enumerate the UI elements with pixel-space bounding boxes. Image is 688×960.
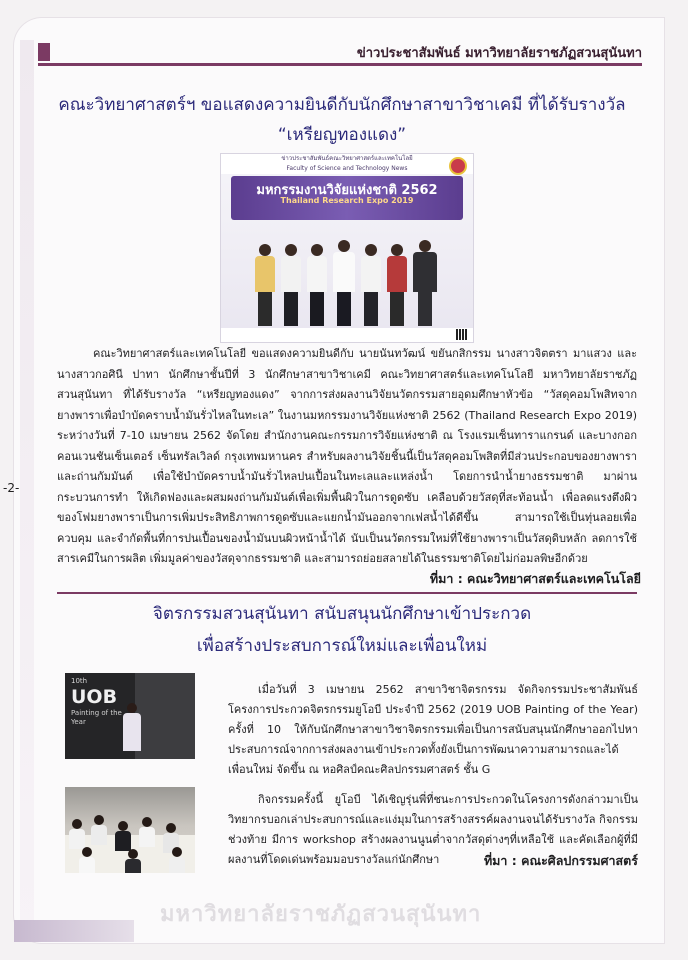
newsletter-header (38, 41, 642, 66)
photo-edition-label: 10th (71, 677, 88, 685)
painting-of-the-year-text: Painting of the Year (71, 709, 122, 726)
uob-logo-text: UOB (71, 686, 118, 708)
article1-title-line1: คณะวิทยาศาสตร์ฯ ขอแสดงความยินดีกับนักศึกษาสาขาวิชาเคมี ที่ได้รับรางวัล (58, 95, 626, 115)
person-figure (281, 244, 301, 326)
article2-title-line2: เพื่อสร้างประสบการณ์ใหม่และเพื่อนใหม่ (196, 636, 488, 656)
photo-footer (221, 328, 473, 342)
person-figure (333, 240, 355, 326)
student-figure (79, 847, 95, 873)
article2-body-2: กิจกรรมครั้งนี้ ยูโอบี ได้เชิญรุ่นพี่ที่ชนะการประกวดในโครงการดังกล่าวมาเป็นวิทยากรบอกเล่าประสบการณ์และแง่มุมในการสร้างสรรค์ผลงานจนได้รับรางวัล กิจกรรมช่วงท้าย มีการ workshop สร้างผลงานนูนต่ำจากวัสดุต่างๆที่เหลือใช้ และคัดเลือกผู้ที่มีผลงานที่โดดเด่นพร้อมมอบรางวัลแก่นักศึกษา (228, 793, 638, 866)
student-figure (115, 821, 131, 851)
student-figure (139, 817, 155, 847)
section-divider (57, 592, 637, 594)
photo-banner-thai: ข่าวประชาสัมพันธ์คณะวิทยาศาสตร์และเทคโนโลยี (281, 155, 413, 162)
expo-subtitle: Thailand Research Expo 2019 (280, 196, 414, 205)
person-figure (413, 240, 437, 326)
person-figure (255, 244, 275, 326)
footer-watermark: มหาวิทยาลัยราชภัฏสวนสุนันทา (160, 902, 482, 927)
student-figure (91, 815, 107, 845)
qr-code-icon (456, 329, 467, 340)
student-figure (169, 847, 185, 873)
person-figure (307, 244, 327, 326)
workshop-photo (65, 787, 195, 873)
student-figure (125, 849, 141, 873)
photo-banner (221, 154, 473, 174)
footer-stripe (14, 920, 134, 942)
article1-source: ที่มา : คณะวิทยาศาสตร์และเทคโนโลยี (429, 571, 641, 586)
person-figure (361, 244, 381, 326)
photo-banner-english: Faculty of Science and Technology News (286, 165, 408, 172)
header-accent-tab (38, 43, 50, 61)
projection-screen (135, 673, 195, 759)
article2-source: ที่มา : คณะศิลปกรรมศาสตร์ (483, 853, 638, 868)
article1-title (52, 90, 632, 150)
university-logo-icon (449, 157, 467, 175)
student-figure (69, 819, 85, 849)
newsletter-title: ข่าวประชาสัมพันธ์ มหาวิทยาลัยราชภัฏสวนสุนันทา (356, 46, 642, 61)
expo-backdrop (231, 176, 463, 220)
award-group-people (249, 226, 445, 326)
article2-title (52, 598, 632, 662)
award-photo (220, 153, 474, 343)
article2-body-1: เมื่อวันที่ 3 เมษายน 2562 สาขาวิชาจิตรกรรม จัดกิจกรรมประชาสัมพันธ์โครงการประกวดจิตรกรรมยูโอบี ประจำปี 2562 (2019 UOB Painting of the Year) ครั้งที่ 10 ให้กับนักศึกษาสาขาวิชาจิตรกรรมเพื่อเป็นการสนับสนุนนักศึกษาออกไปหาประสบการณ์จากการส่งผลงานเข้าประกวดทั้งยังเป็นการพัฒนาความสามารถและได้เพื่อนใหม่ จัดขึ้น ณ หอศิลป์คณะศิลปกรรมศาสตร์ ชั้น G (228, 683, 638, 776)
expo-title: มหกรรมงานวิจัยแห่งชาติ 2562 (256, 183, 438, 198)
article2-title-line1: จิตรกรรมสวนสุนันทา สนับสนุนนักศึกษาเข้าประกวด (152, 604, 532, 624)
article1-title-line2: “เหรียญทองแดง” (277, 125, 407, 145)
speaker-figure (123, 703, 141, 751)
page-number: -2- (3, 481, 20, 495)
article1-body: คณะวิทยาศาสตร์และเทคโนโลยี ขอแสดงความยินดีกับ นายนันทวัฒน์ ขยันกสิกรรม นางสาวจิตตรา มาแสวง และนางสาวกอศินี ปาทา นักศึกษาชั้นปีที่ 3 นักศึกษาสาขาวิชาเคมี คณะวิทยาศาสตร์และเทคโนโลยี มหาวิทยาลัยราชภัฏสวนสุนันทา ที่ได้รับรางวัล “เหรียญทองแดง” จากการส่งผลงานวิจัยนวัตกรรมสายอุดมศึกษาหัวข้อ “วัสดุคอมโพสิทจากยางพาราเพื่อบำบัดคราบน้ำมันรั่วไหลในทะเล” ในงานมหกรรมงานวิจัยแห่งชาติ 2562 (Thailand Research Expo 2019) ระหว่างวันที่ 7-10 เมษายน 2562 จัดโดย สำนักงานคณะกรรมการวิจัยแห่งชาติ ณ โรงแรมเซ็นทาราแกรนด์ และบางกอกคอนเวนชันเซ็นเตอร์ เซ็นทรัลเวิลด์ กรุงเทพมหานคร สำหรับผลงานวิจัยชิ้นนี้เป็นวัสดุคอมโพสิตที่มีส่วนประกอบของยางพาราและถ่านกัมมันต์ เพื่อใช้บำบัดคราบน้ำมันรั่วไหลปนเปื้อนในทะเลและแหล่งน้ำ โดยการนำน้ำยางธรรมชาติ มาผ่านกระบวนการทำ ให้เกิดฟองและผสมผงถ่านกัมมันต์เพื่อเพิ่มพื้นผิวในการดูดซับ เคลือบด้วยวัสดุที่สะท้อนน้ำ เพื่อลดแรงตึงผิวของโฟมยางพาราเป็นการเพิ่มประสิทธิภาพการดูดซับและแยกน้ำมันออกจากเฟสน้ำได้ดีขึ้น สามารถใช้เป็นทุ่นลอยเพื่อควบคุม และจำกัดพื้นที่การปนเปื้อนของน้ำมันบนผิวหน้าน้ำได้ นับเป็นนวัตกรรมใหม่ที่ใช้ยางพาราเป็นวัสดุดิบหลัก ลดการใช้สารเคมีในการผลิต เพิ่มมูลค่าของวัสดุจากธรรมชาติ และสามารถย่อยสลายได้ในธรรมชาติโดยไม่ก่อมลพิษอีกด้วย (57, 347, 637, 565)
left-decorative-band (20, 40, 34, 940)
person-figure (387, 244, 407, 326)
presentation-photo (65, 673, 195, 759)
